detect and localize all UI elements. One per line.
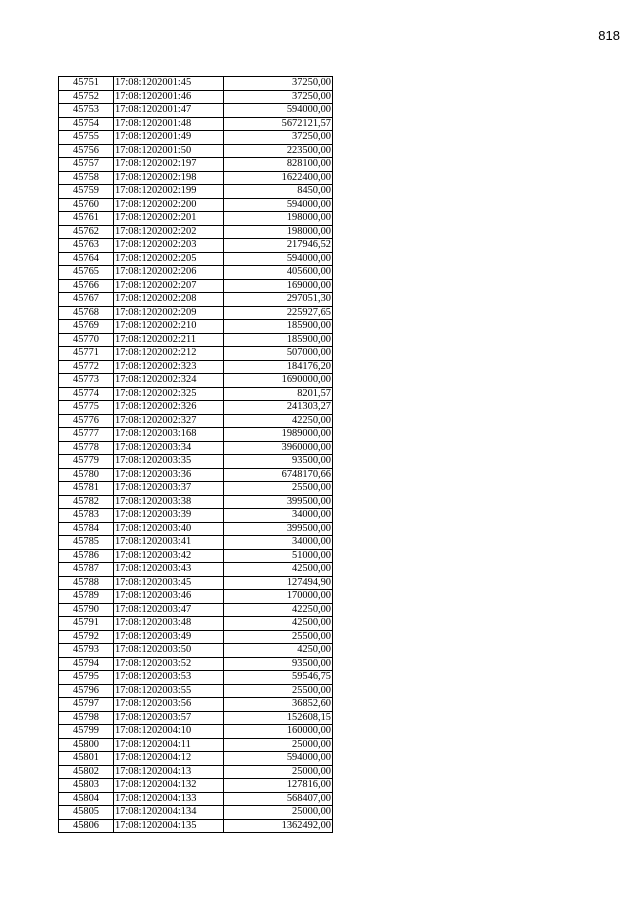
cadastral-number-cell: 17:08:1202003:45 <box>114 576 224 590</box>
table-row <box>59 509 333 523</box>
amount-cell: 507000,00 <box>224 347 333 361</box>
amount-cell: 25500,00 <box>224 630 333 644</box>
cadastral-number-cell: 17:08:1202002:201 <box>114 212 224 226</box>
table-row <box>59 590 333 604</box>
cadastral-number-cell: 17:08:1202004:135 <box>114 819 224 833</box>
cadastral-number-cell: 17:08:1202002:206 <box>114 266 224 280</box>
cadastral-number-cell: 17:08:1202002:212 <box>114 347 224 361</box>
cadastral-number-cell: 17:08:1202002:197 <box>114 158 224 172</box>
cadastral-number-cell: 17:08:1202002:323 <box>114 360 224 374</box>
row-number-cell: 45794 <box>59 657 114 671</box>
amount-cell: 184176,20 <box>224 360 333 374</box>
table-row <box>59 90 333 104</box>
cadastral-number-cell: 17:08:1202003:34 <box>114 441 224 455</box>
row-number-cell: 45806 <box>59 819 114 833</box>
table-row <box>59 198 333 212</box>
cadastral-number-cell: 17:08:1202003:35 <box>114 455 224 469</box>
cadastral-number-cell: 17:08:1202003:37 <box>114 482 224 496</box>
cadastral-number-cell: 17:08:1202001:47 <box>114 104 224 118</box>
cadastral-number-cell: 17:08:1202001:48 <box>114 117 224 131</box>
cadastral-number-cell: 17:08:1202002:205 <box>114 252 224 266</box>
amount-cell: 42500,00 <box>224 617 333 631</box>
amount-cell: 25000,00 <box>224 738 333 752</box>
row-number-cell: 45785 <box>59 536 114 550</box>
row-number-cell: 45757 <box>59 158 114 172</box>
amount-cell: 59546,75 <box>224 671 333 685</box>
amount-cell: 42500,00 <box>224 563 333 577</box>
table-row <box>59 347 333 361</box>
row-number-cell: 45778 <box>59 441 114 455</box>
cadastral-number-cell: 17:08:1202004:10 <box>114 725 224 739</box>
table-row <box>59 117 333 131</box>
row-number-cell: 45777 <box>59 428 114 442</box>
cadastral-number-cell: 17:08:1202003:42 <box>114 549 224 563</box>
table-row <box>59 455 333 469</box>
row-number-cell: 45795 <box>59 671 114 685</box>
row-number-cell: 45759 <box>59 185 114 199</box>
table-row <box>59 239 333 253</box>
row-number-cell: 45804 <box>59 792 114 806</box>
cadastral-number-cell: 17:08:1202003:41 <box>114 536 224 550</box>
table-row <box>59 536 333 550</box>
row-number-cell: 45789 <box>59 590 114 604</box>
table-row <box>59 576 333 590</box>
row-number-cell: 45754 <box>59 117 114 131</box>
table-row <box>59 428 333 442</box>
amount-cell: 241303,27 <box>224 401 333 415</box>
amount-cell: 37250,00 <box>224 77 333 91</box>
cadastral-number-cell: 17:08:1202001:46 <box>114 90 224 104</box>
table-row <box>59 522 333 536</box>
amount-cell: 198000,00 <box>224 225 333 239</box>
row-number-cell: 45767 <box>59 293 114 307</box>
row-number-cell: 45786 <box>59 549 114 563</box>
cadastral-number-cell: 17:08:1202002:211 <box>114 333 224 347</box>
table-row <box>59 414 333 428</box>
cadastral-number-cell: 17:08:1202001:49 <box>114 131 224 145</box>
row-number-cell: 45766 <box>59 279 114 293</box>
amount-cell: 8450,00 <box>224 185 333 199</box>
cadastral-number-cell: 17:08:1202004:13 <box>114 765 224 779</box>
table-row <box>59 806 333 820</box>
cadastral-number-cell: 17:08:1202002:324 <box>114 374 224 388</box>
row-number-cell: 45751 <box>59 77 114 91</box>
cadastral-number-cell: 17:08:1202003:56 <box>114 698 224 712</box>
cadastral-number-cell: 17:08:1202002:202 <box>114 225 224 239</box>
row-number-cell: 45758 <box>59 171 114 185</box>
cadastral-number-cell: 17:08:1202004:133 <box>114 792 224 806</box>
amount-cell: 198000,00 <box>224 212 333 226</box>
table-row <box>59 374 333 388</box>
table-row <box>59 792 333 806</box>
row-number-cell: 45799 <box>59 725 114 739</box>
amount-cell: 25000,00 <box>224 765 333 779</box>
amount-cell: 1622400,00 <box>224 171 333 185</box>
cadastral-number-cell: 17:08:1202002:210 <box>114 320 224 334</box>
row-number-cell: 45765 <box>59 266 114 280</box>
cadastral-number-cell: 17:08:1202003:50 <box>114 644 224 658</box>
row-number-cell: 45805 <box>59 806 114 820</box>
row-number-cell: 45753 <box>59 104 114 118</box>
amount-cell: 42250,00 <box>224 603 333 617</box>
row-number-cell: 45775 <box>59 401 114 415</box>
row-number-cell: 45776 <box>59 414 114 428</box>
amount-cell: 152608,15 <box>224 711 333 725</box>
amount-cell: 93500,00 <box>224 455 333 469</box>
amount-cell: 127494,90 <box>224 576 333 590</box>
table-row <box>59 333 333 347</box>
row-number-cell: 45798 <box>59 711 114 725</box>
table-row <box>59 738 333 752</box>
amount-cell: 4250,00 <box>224 644 333 658</box>
row-number-cell: 45755 <box>59 131 114 145</box>
amount-cell: 8201,57 <box>224 387 333 401</box>
row-number-cell: 45784 <box>59 522 114 536</box>
table-row <box>59 144 333 158</box>
cadastral-number-cell: 17:08:1202004:12 <box>114 752 224 766</box>
row-number-cell: 45770 <box>59 333 114 347</box>
cadastral-number-cell: 17:08:1202003:40 <box>114 522 224 536</box>
cadastral-number-cell: 17:08:1202003:38 <box>114 495 224 509</box>
amount-cell: 594000,00 <box>224 104 333 118</box>
cadastral-number-cell: 17:08:1202004:11 <box>114 738 224 752</box>
amount-cell: 568407,00 <box>224 792 333 806</box>
amount-cell: 42250,00 <box>224 414 333 428</box>
cadastral-number-cell: 17:08:1202002:203 <box>114 239 224 253</box>
cadastral-number-cell: 17:08:1202003:168 <box>114 428 224 442</box>
row-number-cell: 45801 <box>59 752 114 766</box>
table-row <box>59 171 333 185</box>
amount-cell: 3960000,00 <box>224 441 333 455</box>
table-row <box>59 563 333 577</box>
table-row <box>59 644 333 658</box>
row-number-cell: 45762 <box>59 225 114 239</box>
table-row <box>59 293 333 307</box>
row-number-cell: 45752 <box>59 90 114 104</box>
amount-cell: 223500,00 <box>224 144 333 158</box>
amount-cell: 127816,00 <box>224 779 333 793</box>
table-row <box>59 765 333 779</box>
cadastral-number-cell: 17:08:1202003:43 <box>114 563 224 577</box>
row-number-cell: 45792 <box>59 630 114 644</box>
table-row <box>59 212 333 226</box>
row-number-cell: 45797 <box>59 698 114 712</box>
row-number-cell: 45787 <box>59 563 114 577</box>
amount-cell: 185900,00 <box>224 333 333 347</box>
cadastral-number-cell: 17:08:1202002:327 <box>114 414 224 428</box>
amount-cell: 6748170,66 <box>224 468 333 482</box>
table-row <box>59 252 333 266</box>
table-row <box>59 711 333 725</box>
table-row <box>59 630 333 644</box>
table-row <box>59 104 333 118</box>
cadastral-number-cell: 17:08:1202003:47 <box>114 603 224 617</box>
amount-cell: 217946,52 <box>224 239 333 253</box>
table-row <box>59 752 333 766</box>
table-row <box>59 441 333 455</box>
amount-cell: 169000,00 <box>224 279 333 293</box>
cadastral-number-cell: 17:08:1202003:55 <box>114 684 224 698</box>
table-row <box>59 495 333 509</box>
table-row <box>59 819 333 833</box>
cadastral-number-cell: 17:08:1202001:50 <box>114 144 224 158</box>
cadastral-number-cell: 17:08:1202003:36 <box>114 468 224 482</box>
table-row <box>59 320 333 334</box>
amount-cell: 25000,00 <box>224 806 333 820</box>
table-row <box>59 158 333 172</box>
row-number-cell: 45769 <box>59 320 114 334</box>
row-number-cell: 45780 <box>59 468 114 482</box>
table-row <box>59 698 333 712</box>
amount-cell: 828100,00 <box>224 158 333 172</box>
table-row <box>59 468 333 482</box>
row-number-cell: 45772 <box>59 360 114 374</box>
row-number-cell: 45771 <box>59 347 114 361</box>
amount-cell: 399500,00 <box>224 495 333 509</box>
amount-cell: 5672121,57 <box>224 117 333 131</box>
amount-cell: 34000,00 <box>224 536 333 550</box>
amount-cell: 297051,30 <box>224 293 333 307</box>
table-row <box>59 684 333 698</box>
amount-cell: 594000,00 <box>224 752 333 766</box>
cadastral-number-cell: 17:08:1202003:53 <box>114 671 224 685</box>
row-number-cell: 45803 <box>59 779 114 793</box>
table-row <box>59 617 333 631</box>
cadastral-number-cell: 17:08:1202002:200 <box>114 198 224 212</box>
cadastral-number-cell: 17:08:1202002:207 <box>114 279 224 293</box>
row-number-cell: 45791 <box>59 617 114 631</box>
row-number-cell: 45763 <box>59 239 114 253</box>
table-row <box>59 225 333 239</box>
row-number-cell: 45781 <box>59 482 114 496</box>
row-number-cell: 45788 <box>59 576 114 590</box>
table-row <box>59 279 333 293</box>
row-number-cell: 45800 <box>59 738 114 752</box>
amount-cell: 25500,00 <box>224 482 333 496</box>
row-number-cell: 45779 <box>59 455 114 469</box>
table-row <box>59 387 333 401</box>
cadastral-value-table <box>58 76 333 833</box>
row-number-cell: 45802 <box>59 765 114 779</box>
amount-cell: 1989000,00 <box>224 428 333 442</box>
row-number-cell: 45768 <box>59 306 114 320</box>
cadastral-number-cell: 17:08:1202003:46 <box>114 590 224 604</box>
cadastral-number-cell: 17:08:1202003:52 <box>114 657 224 671</box>
cadastral-number-cell: 17:08:1202002:326 <box>114 401 224 415</box>
amount-cell: 594000,00 <box>224 252 333 266</box>
amount-cell: 37250,00 <box>224 131 333 145</box>
page-number: 818 <box>598 28 620 43</box>
amount-cell: 93500,00 <box>224 657 333 671</box>
table-row <box>59 306 333 320</box>
row-number-cell: 45761 <box>59 212 114 226</box>
cadastral-number-cell: 17:08:1202002:325 <box>114 387 224 401</box>
row-number-cell: 45760 <box>59 198 114 212</box>
amount-cell: 160000,00 <box>224 725 333 739</box>
cadastral-number-cell: 17:08:1202003:49 <box>114 630 224 644</box>
cadastral-number-cell: 17:08:1202004:132 <box>114 779 224 793</box>
table-row <box>59 725 333 739</box>
cadastral-number-cell: 17:08:1202003:48 <box>114 617 224 631</box>
amount-cell: 185900,00 <box>224 320 333 334</box>
table-body <box>59 77 333 833</box>
row-number-cell: 45773 <box>59 374 114 388</box>
cadastral-number-cell: 17:08:1202001:45 <box>114 77 224 91</box>
amount-cell: 594000,00 <box>224 198 333 212</box>
table-row <box>59 185 333 199</box>
table-row <box>59 131 333 145</box>
table-row <box>59 401 333 415</box>
table-row <box>59 77 333 91</box>
row-number-cell: 45756 <box>59 144 114 158</box>
amount-cell: 1690000,00 <box>224 374 333 388</box>
amount-cell: 399500,00 <box>224 522 333 536</box>
amount-cell: 405600,00 <box>224 266 333 280</box>
row-number-cell: 45790 <box>59 603 114 617</box>
cadastral-number-cell: 17:08:1202003:57 <box>114 711 224 725</box>
cadastral-number-cell: 17:08:1202002:208 <box>114 293 224 307</box>
amount-cell: 1362492,00 <box>224 819 333 833</box>
table-row <box>59 266 333 280</box>
table-row <box>59 360 333 374</box>
row-number-cell: 45796 <box>59 684 114 698</box>
table-row <box>59 671 333 685</box>
row-number-cell: 45783 <box>59 509 114 523</box>
cadastral-number-cell: 17:08:1202003:39 <box>114 509 224 523</box>
table-row <box>59 779 333 793</box>
amount-cell: 170000,00 <box>224 590 333 604</box>
table-row <box>59 603 333 617</box>
amount-cell: 225927,65 <box>224 306 333 320</box>
row-number-cell: 45782 <box>59 495 114 509</box>
table-row <box>59 549 333 563</box>
cadastral-number-cell: 17:08:1202004:134 <box>114 806 224 820</box>
amount-cell: 37250,00 <box>224 90 333 104</box>
cadastral-number-cell: 17:08:1202002:209 <box>114 306 224 320</box>
cadastral-number-cell: 17:08:1202002:199 <box>114 185 224 199</box>
row-number-cell: 45764 <box>59 252 114 266</box>
cadastral-number-cell: 17:08:1202002:198 <box>114 171 224 185</box>
amount-cell: 34000,00 <box>224 509 333 523</box>
amount-cell: 51000,00 <box>224 549 333 563</box>
row-number-cell: 45774 <box>59 387 114 401</box>
amount-cell: 36852,60 <box>224 698 333 712</box>
table-row <box>59 482 333 496</box>
amount-cell: 25500,00 <box>224 684 333 698</box>
row-number-cell: 45793 <box>59 644 114 658</box>
table-row <box>59 657 333 671</box>
